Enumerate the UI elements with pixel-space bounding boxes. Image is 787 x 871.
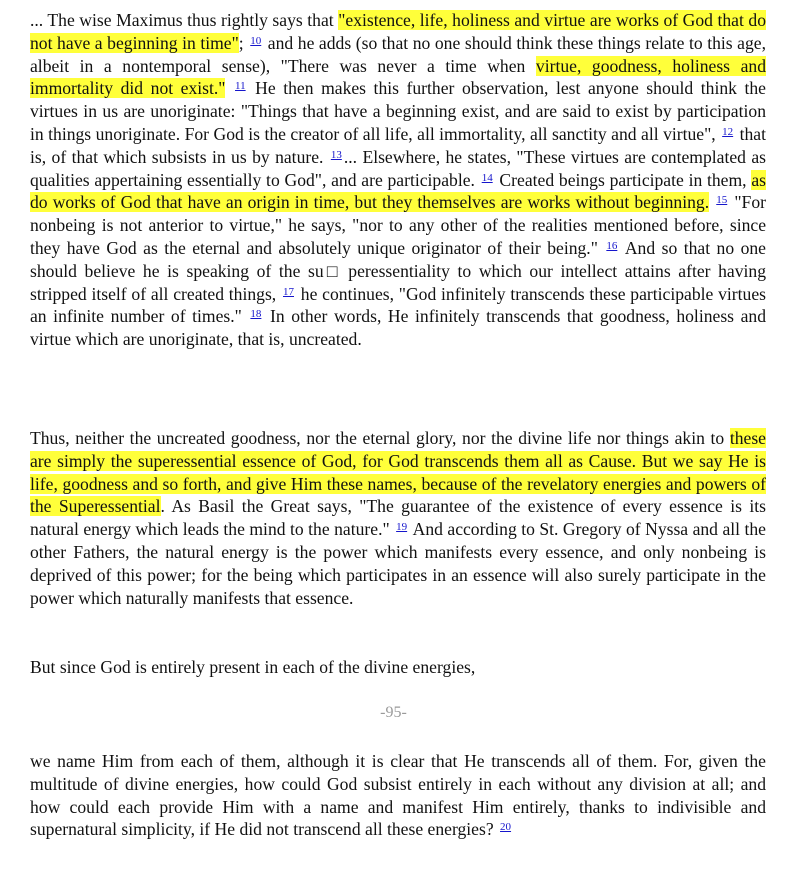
footnote-link-17[interactable]: 17	[283, 285, 294, 298]
page-number: -95-	[380, 704, 407, 721]
text-span: and he adds (so that no one should think these things relate to this age, albeit in a nontemporal sense), "There was never a time when	[30, 32, 766, 76]
paragraph-4	[30, 750, 766, 841]
highlight: as do works of God that have an origin in time, but they themselves are works without beginning.	[30, 169, 766, 213]
footnote-link-13[interactable]: 13	[330, 148, 342, 161]
text-span	[225, 78, 233, 98]
text-span: And according to St. Gregory of Nyssa and all the other Fathers, the natural energy is the power which manifests every essence, and only nonbeing is deprived of this power; for the being which participates in an essence will also surely participate in the power which naturally manifests that essence.	[30, 519, 766, 608]
text-span: . As Basil the Great says, "The guarantee of the existence of every essence is its natural energy which leads the mind to the nature."	[30, 496, 766, 540]
text-span: And so that no one should believe he is speaking of the su□ peressentiality to which our intellect attains after having stripped itself of all created things,	[30, 237, 766, 304]
text-span: In other words, He infinitely transcends that goodness, holiness and virtue which are unoriginate, that is, uncreated.	[30, 306, 766, 350]
text-span: that is, of that which subsists in us by nature.	[30, 123, 766, 167]
paragraph-3: But since God is entirely present in each of the divine energies,	[30, 657, 476, 677]
text-span: he continues, "God infinitely transcends these participable virtues an infinite number of times."	[30, 283, 767, 327]
paragraph-1	[30, 9, 766, 351]
highlight: these are simply the superessential essence of God, for God transcends them all as Cause. But we say He is life, goodness and so forth, and give Him these names, because of the revelatory energies and powers of the Superessential	[30, 428, 766, 517]
highlight: "existence, life, holiness and virtue are works of God that do not have a beginning in time"	[30, 10, 767, 53]
footnote-link-11[interactable]: 11	[235, 80, 246, 93]
footnote-link-20[interactable]: 20	[500, 821, 512, 834]
text-span: we name Him from each of them, although it is clear that He transcends all of them. For, given the multitude of divine energies, how could God subsist entirely in each without any division at all; and how could each provide Him with a name and manifest Him entirely, thanks to indivisible and supernatural simplicity, if He did not transcend all these energies?	[30, 751, 766, 840]
footnote-link-14[interactable]: 14	[481, 171, 493, 184]
footnote-link-16[interactable]: 16	[606, 239, 618, 252]
text-span: ... Elsewhere, he states, "These virtues are contemplated as qualities appertaining essentially to God", and are participable.	[30, 146, 767, 190]
footnote-link-12[interactable]: 12	[722, 125, 734, 138]
text-span: Thus, neither the uncreated goodness, nor the eternal glory, nor the divine life nor things akin to	[30, 428, 730, 448]
footnote-link-19[interactable]: 19	[396, 521, 408, 534]
footnote-link-15[interactable]: 15	[716, 194, 728, 207]
footnote-link-10[interactable]: 10	[250, 34, 262, 47]
highlight: virtue, goodness, holiness and immortality did not exist."	[30, 55, 766, 99]
text-span: Created beings participate in them,	[494, 169, 752, 190]
text-span: "For nonbeing is not anterior to virtue," he says, "nor to any other of the realities mentioned before, since they have God as the eternal and absolutely unique originator of their being."	[30, 192, 766, 258]
footnote-link-18[interactable]: 18	[250, 308, 262, 321]
text-span: ... The wise Maximus thus rightly says that	[30, 10, 339, 30]
paragraph-2	[30, 427, 766, 609]
text-span: He then makes this further observation, lest anyone should think the virtues in us are unoriginate: "Things that have a beginning exist, and are said to exist by participation in things unoriginate. For God is the creator of all life, all immortality, all sanctity and all virtue",	[30, 78, 766, 144]
text-span: ;	[238, 32, 249, 53]
